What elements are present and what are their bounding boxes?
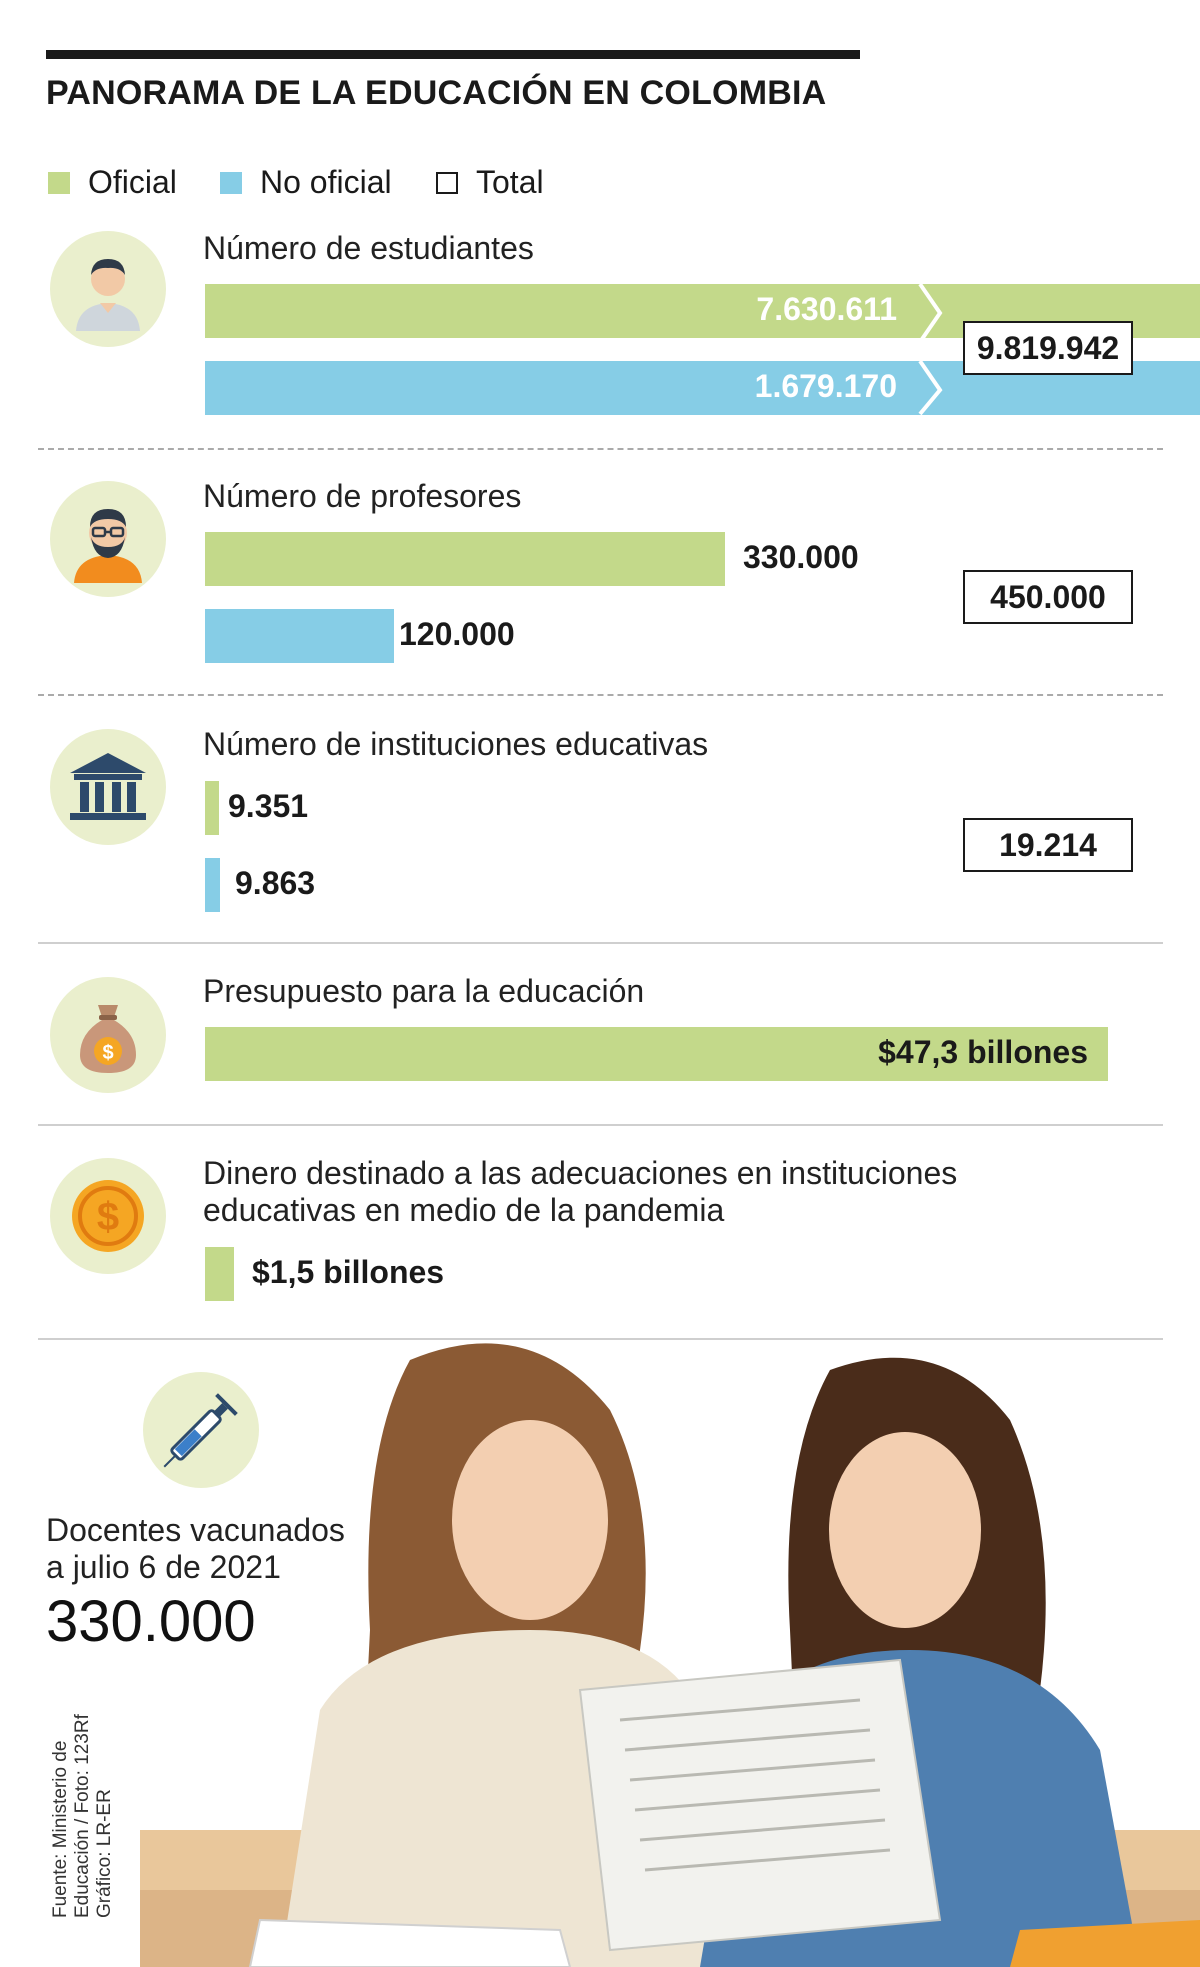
chart-title-adecuaciones-1: Dinero destinado a las adecuaciones en instituciones xyxy=(203,1155,958,1191)
source-line-1: Fuente: Ministerio de xyxy=(50,1740,71,1918)
divider xyxy=(38,448,1163,450)
value-profesores-oficial: 330.000 xyxy=(743,539,859,575)
value-instituciones-oficial: 9.351 xyxy=(228,788,309,824)
vaccination-value: 330.000 xyxy=(46,1589,256,1654)
bar-profesores-no-oficial xyxy=(205,609,394,663)
legend-label-no-oficial: No oficial xyxy=(260,164,392,200)
money-bag-icon xyxy=(50,977,166,1093)
chart-title-instituciones: Número de instituciones educativas xyxy=(203,726,709,762)
value-estudiantes-no-oficial: 1.679.170 xyxy=(754,368,897,404)
value-instituciones-no-oficial: 9.863 xyxy=(235,865,316,901)
bar-instituciones-oficial xyxy=(205,781,219,835)
value-presupuesto: $47,3 billones xyxy=(878,1034,1088,1070)
syringe-icon xyxy=(143,1372,259,1488)
vaccination-label-2: a julio 6 de 2021 xyxy=(46,1549,281,1585)
source-line-2: Educación / Foto: 123Rf xyxy=(72,1714,93,1918)
legend-label-total: Total xyxy=(476,164,544,200)
students-photo xyxy=(140,1330,1200,1967)
total-estudiantes: 9.819.942 xyxy=(963,321,1133,375)
divider xyxy=(38,694,1163,696)
source-line-3: Gráfico: LR-ER xyxy=(94,1789,115,1918)
legend-total xyxy=(436,164,544,201)
divider xyxy=(38,942,1163,944)
page-title: PANORAMA DE LA EDUCACIÓN EN COLOMBIA xyxy=(46,74,827,112)
value-profesores-no-oficial: 120.000 xyxy=(399,616,515,652)
legend-no-oficial xyxy=(220,164,392,201)
vaccination-label-1: Docentes vacunados xyxy=(46,1512,345,1548)
chart-title-estudiantes: Número de estudiantes xyxy=(203,230,534,266)
source-credits xyxy=(50,1668,116,1918)
top-rule xyxy=(46,50,860,59)
divider xyxy=(38,1124,1163,1126)
bar-profesores-oficial xyxy=(205,532,725,586)
chart-title-adecuaciones-2: educativas en medio de la pandemia xyxy=(203,1192,725,1228)
bar-instituciones-no-oficial xyxy=(205,858,220,912)
svg-text:$: $ xyxy=(96,1195,120,1239)
legend-swatch-total xyxy=(436,172,458,194)
chart-title-profesores: Número de profesores xyxy=(203,478,522,514)
total-instituciones: 19.214 xyxy=(963,818,1133,872)
total-profesores: 450.000 xyxy=(963,570,1133,624)
legend-swatch-no-oficial xyxy=(220,172,242,194)
value-adecuaciones: $1,5 billones xyxy=(252,1254,445,1290)
teacher-icon xyxy=(50,481,166,597)
legend-swatch-oficial xyxy=(48,172,70,194)
student-icon xyxy=(50,231,166,347)
chart-title-presupuesto: Presupuesto para la educación xyxy=(203,973,645,1009)
legend-oficial xyxy=(48,164,177,201)
legend-label-oficial: Oficial xyxy=(88,164,177,200)
bar-adecuaciones-oficial xyxy=(205,1247,234,1301)
bar-break-marks xyxy=(912,280,948,416)
dollar-coin-icon xyxy=(50,1158,166,1274)
svg-text:$: $ xyxy=(102,1042,114,1064)
value-estudiantes-oficial: 7.630.611 xyxy=(756,291,897,327)
institution-icon xyxy=(50,729,166,845)
